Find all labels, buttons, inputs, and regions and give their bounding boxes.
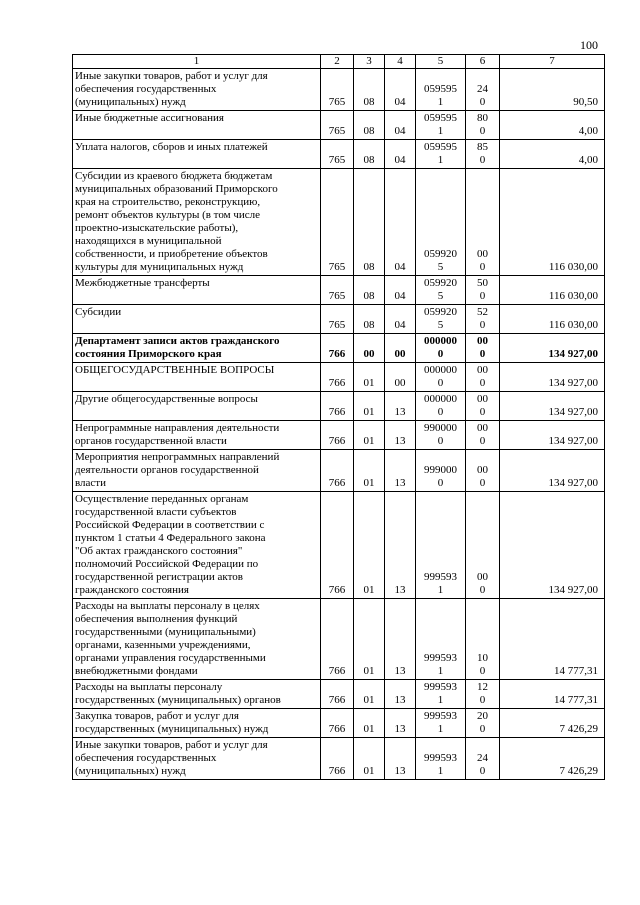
expense-type-cell: 00 0	[466, 334, 500, 363]
expense-type-cell: 20 0	[466, 709, 500, 738]
row-label: Субсидии из краевого бюджета бюджетам муниципальных образований Приморского края на строительство, реконструкцию, ремонт объектов культуры (в том числе проектно-изыскательские работы), находящихся в муниципальной собственности, и приобретение объектов культуры для муниципальных нужд	[75, 170, 278, 273]
row-label: Межбюджетные трансферты	[75, 277, 210, 289]
row-name-cell	[73, 492, 321, 599]
subsection-code-cell: 04	[385, 305, 416, 334]
row-label: Иные бюджетные ассигнования	[75, 112, 224, 124]
section-code-cell: 01	[354, 421, 385, 450]
admin-code-cell: 765	[321, 276, 354, 305]
row-label: Непрограммные направления деятельности органов государственной власти	[75, 422, 280, 447]
section-code-cell: 01	[354, 450, 385, 492]
table-row	[73, 709, 605, 738]
row-label: Мероприятия непрограммных направлений деятельности органов государственной власти	[75, 451, 280, 489]
table-row	[73, 69, 605, 111]
subsection-code-cell: 13	[385, 709, 416, 738]
expense-type-cell: 85 0	[466, 140, 500, 169]
row-label: Другие общегосударственные вопросы	[75, 393, 258, 405]
expense-type-cell: 50 0	[466, 276, 500, 305]
row-name-cell	[73, 709, 321, 738]
table-row	[73, 169, 605, 276]
subsection-code-cell: 13	[385, 680, 416, 709]
row-name-cell	[73, 169, 321, 276]
subsection-code-cell: 13	[385, 450, 416, 492]
admin-code-cell: 765	[321, 140, 354, 169]
header-cell: 4	[385, 55, 416, 69]
subsection-code-cell: 13	[385, 492, 416, 599]
admin-code-cell: 766	[321, 492, 354, 599]
amount-cell: 134 927,00	[500, 392, 605, 421]
section-code-cell: 01	[354, 709, 385, 738]
admin-code-cell: 766	[321, 363, 354, 392]
section-code-cell: 08	[354, 276, 385, 305]
expense-type-cell: 10 0	[466, 599, 500, 680]
subsection-code-cell: 04	[385, 111, 416, 140]
amount-cell: 134 927,00	[500, 492, 605, 599]
target-article-cell: 059920 5	[416, 305, 466, 334]
admin-code-cell: 766	[321, 680, 354, 709]
table-row	[73, 392, 605, 421]
row-name-cell	[73, 276, 321, 305]
row-name-cell	[73, 599, 321, 680]
target-article-cell: 059595 1	[416, 140, 466, 169]
amount-cell: 90,50	[500, 69, 605, 111]
header-cell: 6	[466, 55, 500, 69]
subsection-code-cell: 13	[385, 738, 416, 780]
admin-code-cell: 766	[321, 709, 354, 738]
table-row	[73, 599, 605, 680]
target-article-cell: 999593 1	[416, 492, 466, 599]
header-cell: 7	[500, 55, 605, 69]
admin-code-cell: 765	[321, 305, 354, 334]
row-name-cell	[73, 421, 321, 450]
expense-type-cell: 00 0	[466, 169, 500, 276]
subsection-code-cell: 04	[385, 276, 416, 305]
amount-cell: 116 030,00	[500, 169, 605, 276]
table-row	[73, 450, 605, 492]
amount-cell: 14 777,31	[500, 680, 605, 709]
amount-cell: 116 030,00	[500, 276, 605, 305]
expense-type-cell: 00 0	[466, 450, 500, 492]
target-article-cell: 059595 1	[416, 111, 466, 140]
table-row	[73, 334, 605, 363]
expense-type-cell: 24 0	[466, 738, 500, 780]
target-article-cell: 999593 1	[416, 599, 466, 680]
table-row	[73, 421, 605, 450]
subsection-code-cell: 13	[385, 392, 416, 421]
admin-code-cell: 766	[321, 599, 354, 680]
subsection-code-cell: 00	[385, 363, 416, 392]
expense-type-cell: 24 0	[466, 69, 500, 111]
target-article-cell: 999593 1	[416, 738, 466, 780]
admin-code-cell: 766	[321, 421, 354, 450]
table-row	[73, 680, 605, 709]
row-label: Осуществление переданных органам государственной власти субъектов Российской Федерации в соответствии с пунктом 1 статьи 4 Федерального закона "Об актах гражданского состояния" полномочий Российской Федерации по государственной регистрации актов гражданского состояния	[75, 493, 266, 596]
amount-cell: 7 426,29	[500, 738, 605, 780]
expense-type-cell: 52 0	[466, 305, 500, 334]
subsection-code-cell: 13	[385, 421, 416, 450]
section-code-cell: 01	[354, 738, 385, 780]
header-cell: 3	[354, 55, 385, 69]
amount-cell: 14 777,31	[500, 599, 605, 680]
subsection-code-cell: 04	[385, 169, 416, 276]
section-code-cell: 08	[354, 305, 385, 334]
section-code-cell: 01	[354, 363, 385, 392]
amount-cell: 134 927,00	[500, 450, 605, 492]
row-name-cell	[73, 363, 321, 392]
budget-table	[72, 54, 605, 780]
section-code-cell: 08	[354, 111, 385, 140]
expense-type-cell: 80 0	[466, 111, 500, 140]
row-label: ОБЩЕГОСУДАРСТВЕННЫЕ ВОПРОСЫ	[75, 364, 275, 376]
target-article-cell: 999000 0	[416, 450, 466, 492]
row-name-cell	[73, 140, 321, 169]
admin-code-cell: 765	[321, 169, 354, 276]
amount-cell: 4,00	[500, 140, 605, 169]
table-header-row	[73, 55, 605, 69]
amount-cell: 7 426,29	[500, 709, 605, 738]
section-code-cell: 01	[354, 599, 385, 680]
row-name-cell	[73, 305, 321, 334]
admin-code-cell: 766	[321, 738, 354, 780]
row-name-cell	[73, 392, 321, 421]
amount-cell: 4,00	[500, 111, 605, 140]
target-article-cell: 999593 1	[416, 709, 466, 738]
row-label: Расходы на выплаты персоналу в целях обеспечения выполнения функций государственными (муниципальными) органами, казенными учреждениями, органами управления государственными внебюджетными фондами	[75, 600, 266, 677]
subsection-code-cell: 04	[385, 140, 416, 169]
subsection-code-cell: 13	[385, 599, 416, 680]
expense-type-cell: 00 0	[466, 363, 500, 392]
header-cell: 5	[416, 55, 466, 69]
target-article-cell: 059920 5	[416, 169, 466, 276]
admin-code-cell: 766	[321, 392, 354, 421]
section-code-cell: 08	[354, 169, 385, 276]
table-row	[73, 738, 605, 780]
admin-code-cell: 766	[321, 334, 354, 363]
target-article-cell: 000000 0	[416, 363, 466, 392]
amount-cell: 116 030,00	[500, 305, 605, 334]
table-row	[73, 276, 605, 305]
section-code-cell: 01	[354, 492, 385, 599]
header-cell: 1	[73, 55, 321, 69]
row-label: Уплата налогов, сборов и иных платежей	[75, 141, 268, 153]
target-article-cell: 059920 5	[416, 276, 466, 305]
amount-cell: 134 927,00	[500, 421, 605, 450]
section-code-cell: 01	[354, 680, 385, 709]
admin-code-cell: 766	[321, 450, 354, 492]
admin-code-cell: 765	[321, 69, 354, 111]
row-name-cell	[73, 69, 321, 111]
row-label: Закупка товаров, работ и услуг для государственных (муниципальных) нужд	[75, 710, 269, 735]
table-row	[73, 363, 605, 392]
section-code-cell: 08	[354, 69, 385, 111]
section-code-cell: 08	[354, 140, 385, 169]
row-name-cell	[73, 680, 321, 709]
header-cell: 2	[321, 55, 354, 69]
subsection-code-cell: 04	[385, 69, 416, 111]
target-article-cell: 000000 0	[416, 334, 466, 363]
admin-code-cell: 765	[321, 111, 354, 140]
target-article-cell: 999593 1	[416, 680, 466, 709]
target-article-cell: 000000 0	[416, 392, 466, 421]
subsection-code-cell: 00	[385, 334, 416, 363]
row-label: Иные закупки товаров, работ и услуг для обеспечения государственных (муниципальных) нужд	[75, 70, 268, 108]
row-label: Иные закупки товаров, работ и услуг для обеспечения государственных (муниципальных) нужд	[75, 739, 268, 777]
row-name-cell	[73, 334, 321, 363]
row-name-cell	[73, 738, 321, 780]
row-label: Департамент записи актов гражданского состояния Приморского края	[75, 335, 280, 360]
row-name-cell	[73, 450, 321, 492]
target-article-cell: 990000 0	[416, 421, 466, 450]
expense-type-cell: 12 0	[466, 680, 500, 709]
row-label: Расходы на выплаты персоналу государственных (муниципальных) органов	[75, 681, 281, 706]
amount-cell: 134 927,00	[500, 363, 605, 392]
expense-type-cell: 00 0	[466, 392, 500, 421]
expense-type-cell: 00 0	[466, 421, 500, 450]
section-code-cell: 00	[354, 334, 385, 363]
table-row	[73, 492, 605, 599]
row-name-cell	[73, 111, 321, 140]
target-article-cell: 059595 1	[416, 69, 466, 111]
table-row	[73, 305, 605, 334]
row-label: Субсидии	[75, 306, 122, 318]
expense-type-cell: 00 0	[466, 492, 500, 599]
page-number: 100	[580, 38, 598, 52]
section-code-cell: 01	[354, 392, 385, 421]
amount-cell: 134 927,00	[500, 334, 605, 363]
table-row	[73, 111, 605, 140]
table-row	[73, 140, 605, 169]
